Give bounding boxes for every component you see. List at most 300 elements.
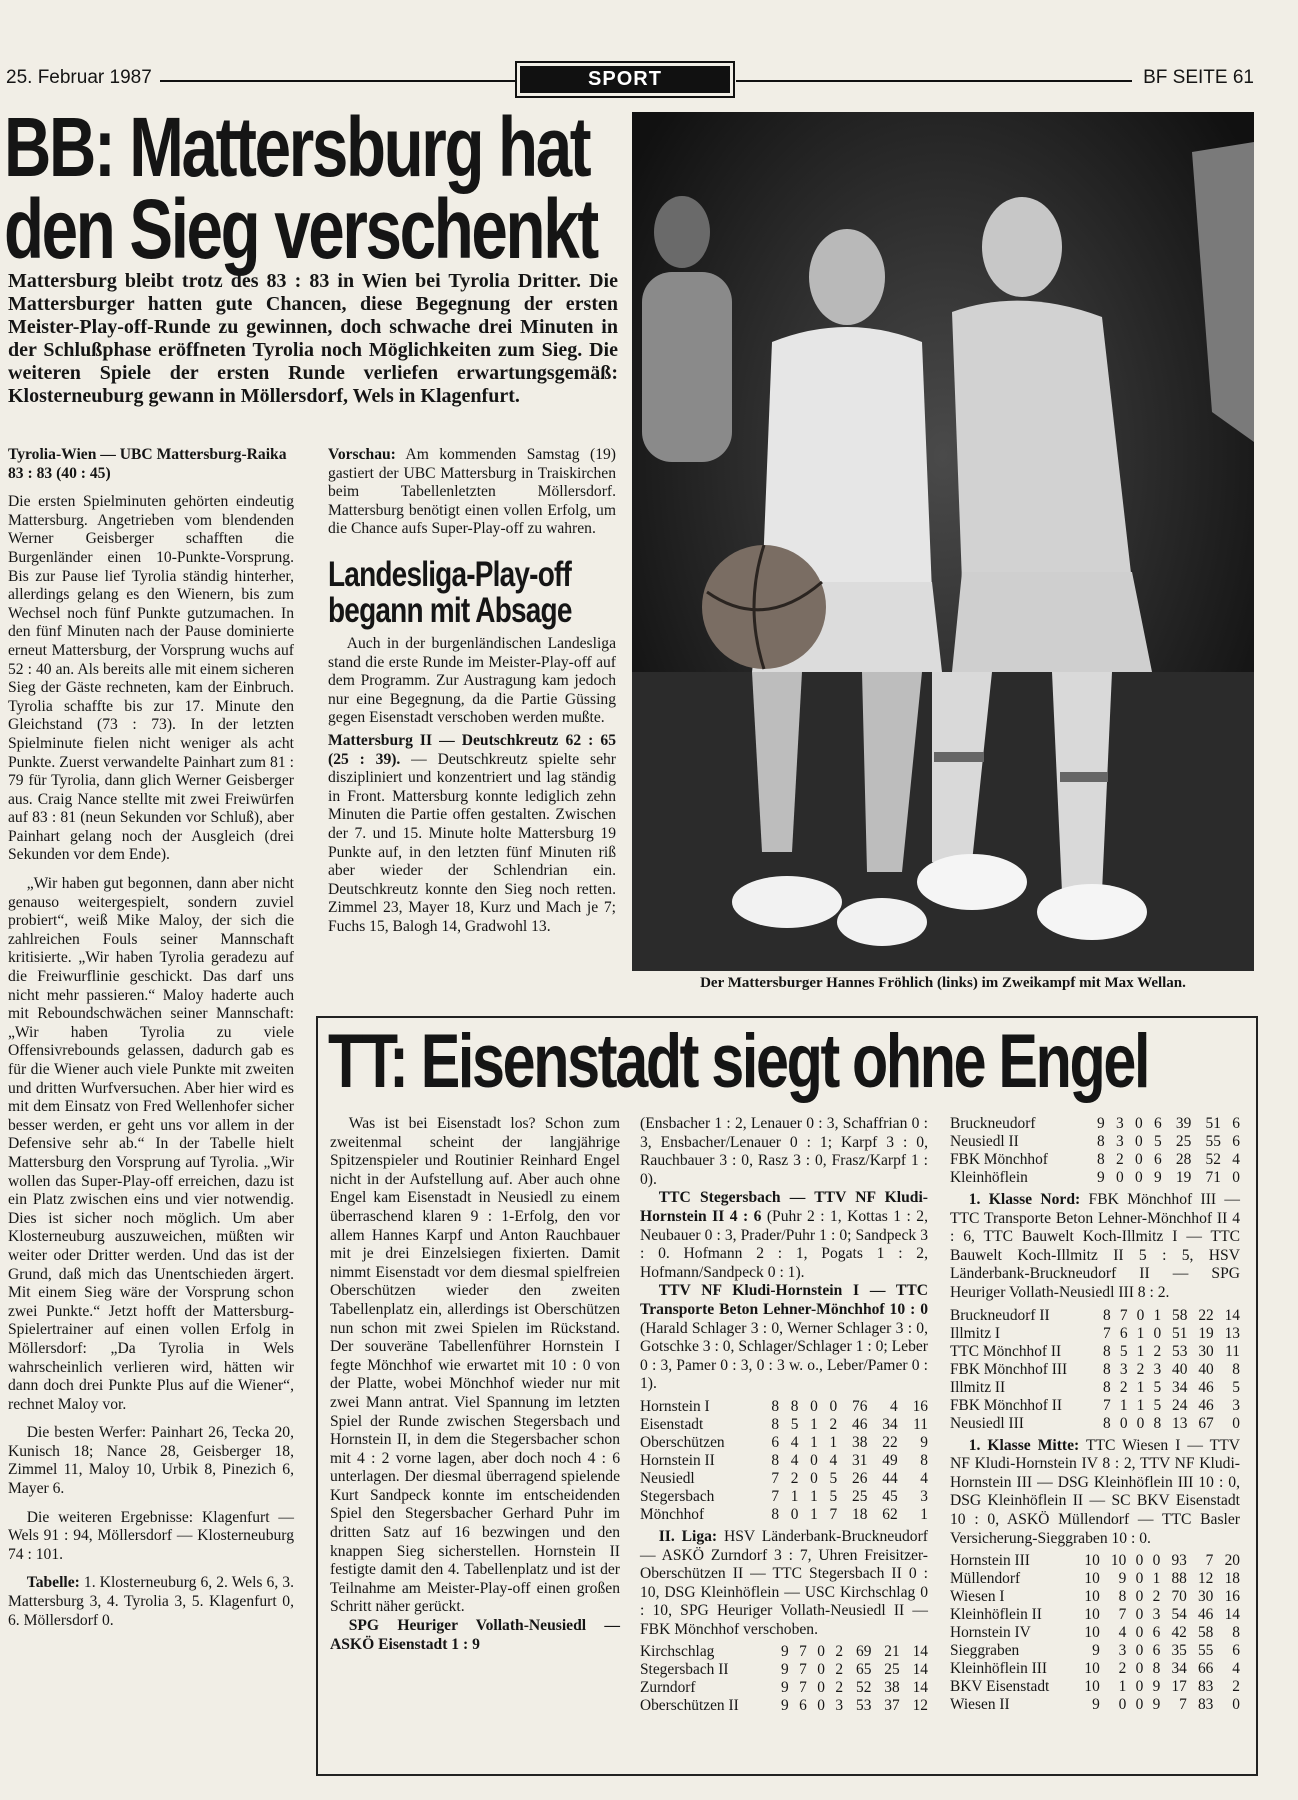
standings-value: 0 bbox=[1115, 1169, 1124, 1186]
standings-value: 93 bbox=[1171, 1552, 1187, 1570]
preview-label: Vorschau: bbox=[328, 446, 396, 463]
standings-value: 1 bbox=[1118, 1678, 1127, 1696]
standings-value: 2 bbox=[1118, 1660, 1127, 1678]
team-name: Wiesen II bbox=[950, 1696, 1010, 1714]
standings-value: 9 bbox=[781, 1661, 789, 1679]
standings-value: 88 bbox=[1171, 1570, 1187, 1588]
standings-value: 55 bbox=[1197, 1642, 1214, 1660]
standings-value: 37 bbox=[884, 1697, 900, 1715]
league-results bbox=[640, 1528, 928, 1640]
standings-value: 14 bbox=[1224, 1606, 1240, 1624]
standings-value: 9 bbox=[1097, 1115, 1105, 1132]
game-text: (Harald Schlager 3 : 0, Werner Schlager 3 : 0, Gotschke 3 : 0, Schlager/Schlager 1 : 0; Leber 0 : 3, Pamer 0 : 3, 0 : 3 w. o., Leber/Pamer 0 : 1). bbox=[640, 1319, 928, 1393]
team-name: Stegersbach bbox=[640, 1487, 715, 1505]
standings-value: 2 bbox=[1119, 1378, 1128, 1396]
standings-value: 3 bbox=[835, 1697, 844, 1715]
standings-value: 42 bbox=[1171, 1624, 1187, 1642]
team-name: Neusiedl bbox=[640, 1469, 695, 1487]
standings-value: 44 bbox=[882, 1469, 898, 1487]
standings-row bbox=[640, 1643, 928, 1661]
standings-value: 0 bbox=[1135, 1606, 1144, 1624]
standings-value: 9 bbox=[1152, 1696, 1161, 1714]
standings-value: 4 bbox=[1232, 1151, 1240, 1168]
standings-row bbox=[640, 1470, 928, 1488]
photo-illustration bbox=[632, 112, 1254, 971]
tt-headline bbox=[328, 1019, 1298, 1104]
standings-value: 35 bbox=[1171, 1642, 1187, 1660]
standings-value: 6 bbox=[1232, 1133, 1240, 1150]
standings-value: 30 bbox=[1198, 1342, 1214, 1360]
standings-value: 38 bbox=[884, 1679, 900, 1697]
league-label: 1. Klasse Mitte: bbox=[968, 1436, 1080, 1454]
standings-value: 2 bbox=[790, 1469, 799, 1487]
team-name: Bruckneudorf II bbox=[950, 1306, 1050, 1324]
standings-row bbox=[950, 1415, 1240, 1433]
standings-value: 65 bbox=[856, 1661, 872, 1679]
standings-value: 5 bbox=[829, 1469, 838, 1487]
standings-value: 12 bbox=[912, 1697, 928, 1715]
tt-headline-text: TT: Eisenstadt siegt ohne Engel bbox=[328, 1019, 1149, 1104]
standings-value: 34 bbox=[1171, 1660, 1187, 1678]
team-name: Stegersbach II bbox=[640, 1661, 729, 1679]
standings-text: 1. Klosterneuburg 6, 2. Wels 6, 3. Mattersburg 3, 4. Tyrolia 3, 5. Klagenfurt 0, 6. Möllersdorf 0. bbox=[8, 1574, 294, 1629]
standings-value: 1 bbox=[810, 1415, 818, 1433]
standings-value: 0 bbox=[790, 1505, 799, 1523]
standings-value: 8 bbox=[771, 1397, 780, 1415]
standings-row bbox=[950, 1361, 1240, 1379]
game-title: Mattersburg II — Deutschkreutz 62 : 65 (25 : 39). bbox=[328, 731, 616, 768]
standings-value: 69 bbox=[856, 1643, 872, 1661]
standings-table bbox=[950, 1307, 1240, 1433]
standings-value: 54 bbox=[1171, 1606, 1187, 1624]
standings-value: 0 bbox=[1136, 1306, 1145, 1324]
standings-value: 6 bbox=[1232, 1642, 1240, 1660]
standings-value: 9 bbox=[781, 1679, 789, 1697]
game-title: SPG Heuriger Vollath-Neusiedl — ASKÖ Eisenstadt 1 : 9 bbox=[330, 1617, 620, 1653]
standings-value: 5 bbox=[1153, 1133, 1162, 1150]
team-name: Müllendorf bbox=[950, 1570, 1021, 1588]
team-name: Wiesen I bbox=[950, 1588, 1005, 1606]
standings-value: 0 bbox=[1134, 1133, 1143, 1150]
standings-value: 2 bbox=[829, 1415, 838, 1433]
standings-value: 10 bbox=[1084, 1678, 1100, 1696]
standings-value: 14 bbox=[912, 1679, 928, 1697]
standings-value: 3 bbox=[920, 1487, 928, 1505]
standings-value: 1 bbox=[1136, 1378, 1145, 1396]
standings-value: 53 bbox=[1172, 1342, 1188, 1360]
tt-column-1 bbox=[330, 1115, 620, 1654]
standings-value: 9 bbox=[781, 1643, 789, 1661]
standings-row bbox=[640, 1697, 928, 1715]
standings-row bbox=[950, 1133, 1240, 1151]
standings-value: 0 bbox=[1135, 1552, 1144, 1570]
standings-value: 9 bbox=[1152, 1678, 1161, 1696]
standings-value: 18 bbox=[852, 1505, 868, 1523]
standings-value: 7 bbox=[1119, 1306, 1128, 1324]
standings-value: 22 bbox=[1198, 1306, 1214, 1324]
article-lead: Mattersburg bleibt trotz des 83 : 83 in Wien bei Tyrolia Dritter. Die Mattersburger hatten gute Chancen, diese Begegnung der ersten Meister-Play-off-Runde zu gewinnen, doch schwache drei Minuten in der Schlußphase eröffneten Tyrolia noch Möglichkeiten zum Sieg. Die weiteren Spiele der ersten Runde verliefen erwartungsgemäß: Klosterneuburg gewann in Möllersdorf, Wels in Klagenfurt. bbox=[8, 270, 618, 407]
standings-row bbox=[950, 1307, 1240, 1325]
standings-value: 10 bbox=[1110, 1552, 1127, 1570]
standings-value: 4 bbox=[1232, 1660, 1240, 1678]
headline-line-1: BB: Mattersburg hat bbox=[4, 100, 590, 194]
standings-row bbox=[950, 1379, 1240, 1397]
article-paragraph: Auch in der burgenländischen Landesliga stand die erste Runde im Meister-Play-off auf dem Programm. Zur Austragung kam jedoch nur eine Begegnung, da die Partie Güssing gegen Eisenstadt verschoben werden mußte. bbox=[328, 634, 616, 727]
standings-value: 83 bbox=[1197, 1696, 1214, 1714]
standings-value: 7 bbox=[1205, 1552, 1214, 1570]
standings-value: 3 bbox=[1153, 1360, 1162, 1378]
standings-value: 76 bbox=[852, 1397, 868, 1415]
standings-value: 1 bbox=[810, 1505, 818, 1523]
standings-value: 8 bbox=[1097, 1133, 1105, 1150]
standings-row bbox=[950, 1325, 1240, 1343]
standings-row bbox=[640, 1679, 928, 1697]
standings-value: 3 bbox=[1119, 1360, 1128, 1378]
standings-value: 6 bbox=[1153, 1115, 1162, 1132]
standings-value: 34 bbox=[882, 1415, 898, 1433]
standings-row bbox=[640, 1661, 928, 1679]
team-name: Hornstein I bbox=[640, 1397, 710, 1415]
standings-value: 1 bbox=[1136, 1396, 1145, 1414]
standings-table bbox=[640, 1398, 928, 1524]
league-results bbox=[950, 1437, 1240, 1549]
standings-value: 2 bbox=[1115, 1151, 1124, 1168]
tt-column-2 bbox=[640, 1115, 928, 1719]
standings-value: 46 bbox=[852, 1415, 868, 1433]
standings-value: 6 bbox=[1152, 1642, 1161, 1660]
standings-value: 46 bbox=[1198, 1396, 1214, 1414]
standings-row bbox=[950, 1151, 1240, 1169]
standings-value: 19 bbox=[1175, 1169, 1192, 1186]
standings-value: 3 bbox=[1118, 1642, 1127, 1660]
standings-value: 8 bbox=[1102, 1414, 1111, 1432]
standings-value: 71 bbox=[1205, 1169, 1221, 1186]
standings-value: 10 bbox=[1084, 1570, 1100, 1588]
standings-value: 0 bbox=[817, 1643, 825, 1661]
standings-value: 1 bbox=[1152, 1570, 1161, 1588]
league-label: 1. Klasse Nord: bbox=[968, 1191, 1081, 1208]
standings-value: 25 bbox=[1175, 1133, 1192, 1150]
standings-value: 7 bbox=[799, 1643, 807, 1661]
sub-headline-line-1: Landesliga-Play-off bbox=[328, 554, 572, 594]
standings-value: 6 bbox=[799, 1697, 807, 1715]
standings-value: 70 bbox=[1171, 1588, 1187, 1606]
standings-value: 46 bbox=[1197, 1606, 1214, 1624]
standings-value: 7 bbox=[1179, 1696, 1187, 1714]
team-name: Illmitz II bbox=[950, 1378, 1006, 1396]
standings-row bbox=[950, 1552, 1240, 1570]
standings-value: 0 bbox=[817, 1679, 825, 1697]
standings-value: 0 bbox=[1135, 1696, 1144, 1714]
standings-value: 0 bbox=[1134, 1169, 1143, 1186]
standings-value: 14 bbox=[1224, 1306, 1240, 1324]
standings-value: 12 bbox=[1197, 1570, 1214, 1588]
standings-value: 53 bbox=[856, 1697, 872, 1715]
standings-value: 11 bbox=[913, 1415, 928, 1433]
standings-value: 2 bbox=[835, 1661, 844, 1679]
standings-value: 2 bbox=[1152, 1588, 1161, 1606]
standings-value: 2 bbox=[1136, 1360, 1145, 1378]
article-paragraph: Die besten Werfer: Painhart 26, Tecka 20, Kunisch 18; Nance 28, Geisberger 18, Zimmel 11, Maloy 10, Urbik 8, Pinezich 6, Mayer 6. bbox=[8, 1424, 294, 1498]
standings-value: 9 bbox=[1092, 1696, 1100, 1714]
standings-value: 13 bbox=[1224, 1324, 1240, 1342]
standings-row bbox=[950, 1397, 1240, 1415]
standings-value: 0 bbox=[1135, 1642, 1144, 1660]
standings-value: 20 bbox=[1224, 1552, 1240, 1570]
page-number: BF SEITE 61 bbox=[1143, 67, 1254, 88]
standings-value: 13 bbox=[1172, 1414, 1188, 1432]
standings-value: 8 bbox=[1102, 1306, 1111, 1324]
standings-value: 0 bbox=[1134, 1151, 1143, 1168]
standings-value: 1 bbox=[1136, 1324, 1145, 1342]
team-name: Bruckneudorf bbox=[950, 1115, 1036, 1132]
standings-value: 7 bbox=[771, 1469, 780, 1487]
standings-value: 58 bbox=[1172, 1306, 1188, 1324]
standings-value: 2 bbox=[835, 1679, 844, 1697]
standings-value: 67 bbox=[1198, 1414, 1214, 1432]
standings-value: 3 bbox=[1152, 1606, 1161, 1624]
standings-row bbox=[950, 1588, 1240, 1606]
standings-value: 0 bbox=[1135, 1678, 1144, 1696]
standings-row bbox=[950, 1606, 1240, 1624]
preview-text: Am kommenden Samstag (19) gastiert der UBC Mattersburg in Traiskirchen beim Tabellenletzten Möllersdorf. Mattersburg benötigt einen vollen Erfolg, um die Chance aufs Super-Play-off zu wahren. bbox=[328, 446, 616, 538]
sub-headline-line-2: begann mit Absage bbox=[328, 590, 572, 630]
standings-value: 22 bbox=[882, 1433, 898, 1451]
standings-value: 2 bbox=[835, 1643, 844, 1661]
standings-value: 0 bbox=[817, 1697, 825, 1715]
standings-value: 52 bbox=[1205, 1151, 1221, 1168]
standings-value: 28 bbox=[1175, 1151, 1192, 1168]
article-column-1 bbox=[8, 446, 294, 1630]
game-report bbox=[328, 732, 616, 937]
standings-row bbox=[950, 1624, 1240, 1642]
standings-value: 4 bbox=[790, 1433, 799, 1451]
standings-value: 25 bbox=[884, 1661, 900, 1679]
standings-value: 9 bbox=[1118, 1570, 1127, 1588]
game-title: Tyrolia-Wien — UBC Mattersburg-Raika 83 : 83 (40 : 45) bbox=[8, 446, 287, 482]
standings-value: 8 bbox=[1102, 1342, 1111, 1360]
standings-value: 8 bbox=[1232, 1624, 1240, 1642]
standings-paragraph bbox=[8, 1574, 294, 1630]
standings-value: 49 bbox=[882, 1451, 898, 1469]
standings-value: 9 bbox=[920, 1433, 928, 1451]
standings-value: 38 bbox=[852, 1433, 868, 1451]
standings-value: 4 bbox=[1118, 1624, 1127, 1642]
standings-row bbox=[640, 1398, 928, 1416]
league-text: HSV Länderbank-Bruckneudorf — ASKÖ Zurndorf 3 : 7, Uhren Freisitzer-Oberschützen II — TTC Stegersbach II 0 : 10, DSG Kleinhöflein — USC Kirchschlag 0 : 10, SPG Heuriger Vollath-Neusiedl II — FBK Mönchhof verschoben. bbox=[640, 1527, 928, 1638]
standings-value: 34 bbox=[1172, 1378, 1188, 1396]
standings-value: 5 bbox=[829, 1487, 838, 1505]
standings-value: 8 bbox=[1153, 1414, 1162, 1432]
standings-value: 0 bbox=[1136, 1414, 1145, 1432]
article-column-2 bbox=[328, 446, 616, 936]
standings-value: 0 bbox=[1135, 1588, 1144, 1606]
standings-row bbox=[640, 1452, 928, 1470]
team-name: Sieggraben bbox=[950, 1642, 1020, 1660]
standings-value: 8 bbox=[920, 1451, 928, 1469]
standings-value: 0 bbox=[1153, 1324, 1162, 1342]
standings-row bbox=[950, 1642, 1240, 1660]
standings-table bbox=[950, 1552, 1240, 1714]
standings-value: 31 bbox=[852, 1451, 868, 1469]
standings-value: 83 bbox=[1197, 1678, 1214, 1696]
team-name: Neusiedl III bbox=[950, 1414, 1024, 1432]
standings-value: 9 bbox=[1153, 1169, 1162, 1186]
team-name: Oberschützen bbox=[640, 1433, 725, 1451]
standings-value: 8 bbox=[771, 1415, 780, 1433]
standings-value: 0 bbox=[1119, 1414, 1128, 1432]
standings-value: 0 bbox=[810, 1397, 818, 1415]
standings-value: 62 bbox=[882, 1505, 898, 1523]
standings-value: 1 bbox=[810, 1433, 818, 1451]
standings-value: 4 bbox=[790, 1451, 799, 1469]
standings-value: 1 bbox=[1153, 1306, 1162, 1324]
standings-value: 11 bbox=[1225, 1342, 1240, 1360]
standings-row bbox=[950, 1696, 1240, 1714]
standings-value: 3 bbox=[1115, 1133, 1124, 1150]
section-label: SPORT bbox=[520, 66, 730, 93]
standings-value: 5 bbox=[1153, 1378, 1162, 1396]
standings-value: 26 bbox=[852, 1469, 868, 1487]
preview-paragraph bbox=[328, 446, 616, 539]
team-name: Kleinhöflein bbox=[950, 1169, 1028, 1186]
game-text: — Deutschkreutz spielte sehr diszipliniert und konzentriert und lag ständig in Front. Mattersburg konnte lediglich zehn Minuten die Partie offen gestalten. Zwischen der 7. und 15. Minute holte Mattersburg 19 Punkte auf, in den letzten fünf Minuten riß aber wieder der Schlendrian ein. Deutschkreutz konnte den Sieg noch retten. Zimmel 23, Mayer 18, Kurz und Mach je 7; Fuchs 15, Balogh 14, Gradwohl 13. bbox=[328, 750, 616, 935]
standings-row bbox=[640, 1488, 928, 1506]
standings-row bbox=[950, 1660, 1240, 1678]
standings-value: 8 bbox=[771, 1505, 780, 1523]
standings-value: 0 bbox=[1232, 1169, 1240, 1186]
standings-row bbox=[950, 1678, 1240, 1696]
standings-value: 0 bbox=[1135, 1660, 1144, 1678]
header-rule-right bbox=[736, 80, 1132, 82]
team-name: Hornstein III bbox=[950, 1552, 1030, 1570]
photo-caption: Der Mattersburger Hannes Fröhlich (links) im Zweikampf mit Max Wellan. bbox=[700, 975, 1186, 991]
team-name: Hornstein IV bbox=[950, 1624, 1031, 1642]
standings-value: 0 bbox=[1152, 1552, 1161, 1570]
team-name: Eisenstadt bbox=[640, 1415, 704, 1433]
standings-value: 1 bbox=[810, 1487, 818, 1505]
standings-table bbox=[950, 1115, 1240, 1187]
basketball-photo bbox=[632, 112, 1254, 971]
game-title: TTC Stegersbach — TTV NF Kludi-Hornstein II 4 : 6 bbox=[640, 1189, 928, 1225]
standings-value: 1 bbox=[1119, 1396, 1128, 1414]
standings-value: 8 bbox=[1097, 1151, 1105, 1168]
standings-value: 10 bbox=[1084, 1606, 1100, 1624]
team-name: Mönchhof bbox=[640, 1505, 705, 1523]
standings-value: 9 bbox=[781, 1697, 789, 1715]
standings-value: 10 bbox=[1084, 1588, 1100, 1606]
standings-value: 5 bbox=[1153, 1396, 1162, 1414]
standings-value: 18 bbox=[1224, 1570, 1240, 1588]
game-report bbox=[640, 1189, 928, 1282]
standings-value: 7 bbox=[799, 1661, 807, 1679]
team-name: Neusiedl II bbox=[950, 1133, 1019, 1150]
standings-value: 45 bbox=[882, 1487, 898, 1505]
team-name: Oberschützen II bbox=[640, 1697, 739, 1715]
game-title: TTV NF Kludi-Hornstein I — TTC Transporte Beton Lehner-Mönchhof 10 : 0 bbox=[640, 1282, 928, 1318]
standings-value: 19 bbox=[1198, 1324, 1214, 1342]
standings-value: 10 bbox=[1084, 1624, 1100, 1642]
standings-row bbox=[950, 1169, 1240, 1187]
standings-value: 4 bbox=[920, 1469, 928, 1487]
standings-value: 40 bbox=[1198, 1360, 1214, 1378]
team-name: FBK Mönchhof II bbox=[950, 1396, 1063, 1414]
standings-value: 30 bbox=[1197, 1588, 1214, 1606]
team-name: FBK Mönchhof bbox=[950, 1151, 1048, 1168]
standings-value: 55 bbox=[1205, 1133, 1221, 1150]
game-text: (Puhr 2 : 1, Kottas 1 : 2, Neubauer 0 : 3, Prader/Puhr 1 : 0; Sandpeck 3 : 0. Hofmann 2 : 1, Pogats 1 : 2, Hofmann/Sandpeck 0 : 1). bbox=[640, 1207, 928, 1281]
standings-value: 7 bbox=[799, 1679, 807, 1697]
standings-value: 0 bbox=[1135, 1570, 1144, 1588]
standings-value: 0 bbox=[1134, 1115, 1143, 1132]
standings-value: 17 bbox=[1171, 1678, 1187, 1696]
standings-value: 5 bbox=[1119, 1342, 1128, 1360]
game-report bbox=[640, 1282, 928, 1394]
standings-value: 4 bbox=[829, 1451, 838, 1469]
standings-label: Tabelle: bbox=[26, 1574, 80, 1592]
header-rule-left bbox=[160, 80, 516, 82]
headline-line-2: den Sieg verschenkt bbox=[4, 182, 597, 276]
standings-row bbox=[640, 1434, 928, 1452]
standings-value: 0 bbox=[1118, 1696, 1127, 1714]
standings-value: 6 bbox=[1119, 1324, 1128, 1342]
standings-value: 58 bbox=[1197, 1624, 1214, 1642]
standings-value: 6 bbox=[771, 1433, 780, 1451]
standings-value: 0 bbox=[1232, 1696, 1240, 1714]
standings-value: 1 bbox=[790, 1487, 799, 1505]
standings-value: 16 bbox=[1224, 1588, 1240, 1606]
team-name: Kirchschlag bbox=[640, 1643, 715, 1661]
standings-value: 5 bbox=[790, 1415, 799, 1433]
standings-value: 21 bbox=[884, 1643, 900, 1661]
standings-value: 8 bbox=[1102, 1360, 1111, 1378]
standings-value: 8 bbox=[1152, 1660, 1161, 1678]
standings-value: 0 bbox=[810, 1451, 818, 1469]
standings-value: 7 bbox=[1102, 1324, 1111, 1342]
standings-value: 7 bbox=[771, 1487, 780, 1505]
team-name: TTC Mönchhof II bbox=[950, 1342, 1062, 1360]
standings-value: 10 bbox=[1084, 1552, 1100, 1570]
standings-value: 7 bbox=[1102, 1396, 1111, 1414]
standings-value: 40 bbox=[1172, 1360, 1188, 1378]
standings-value: 9 bbox=[1092, 1642, 1100, 1660]
standings-row bbox=[640, 1416, 928, 1434]
standings-value: 2 bbox=[1153, 1342, 1162, 1360]
game-text: (Ensbacher 1 : 2, Lenauer 0 : 3, Schaffrian 0 : 3, Ensbacher/Lenauer 0 : 1; Karpf 3 : 0, Rauchbauer 3 : 0, Rasz 3 : 0, Frasz/Karpf 1 : 0). bbox=[640, 1115, 928, 1188]
standings-row bbox=[950, 1343, 1240, 1361]
league-text: FBK Mönchhof III — TTC Transporte Beton Lehner-Mönchhof II 4 : 6, TTC Bauwelt Koch-Illmitz I — TTC Bauwelt Koch-Illmitz II 5 : 5, HSV Länderbank-Bruckneudorf II — SPG Heuriger Vollath-Neusiedl III 8 : 2. bbox=[950, 1191, 1240, 1301]
issue-date: 25. Februar 1987 bbox=[6, 67, 152, 88]
team-name: FBK Mönchhof III bbox=[950, 1360, 1068, 1378]
standings-value: 25 bbox=[852, 1487, 868, 1505]
team-name: Kleinhöflein II bbox=[950, 1606, 1042, 1624]
standings-value: 1 bbox=[1136, 1342, 1145, 1360]
standings-value: 0 bbox=[1135, 1624, 1144, 1642]
league-text: TTC Wiesen I — TTV NF Kludi-Hornstein IV 8 : 2, TTV NF Kludi-Hornstein III — DSG Kleinhöflein III 10 : 0, DSG Kleinhöflein II — SC BKV Eisenstadt 10 : 0, ASKÖ Müllendorf — TTC Basler Versicherung-Sieggraben 10 : 0. bbox=[950, 1436, 1240, 1547]
standings-value: 4 bbox=[889, 1397, 898, 1415]
article-paragraph: „Wir haben gut begonnen, dann aber nicht genauso weitergespielt, sondern zuviel probiert“, weiß Mike Maloy, der sich die zahlreichen Fouls seiner Mannschaft kritisierte. „Wir haben Tyrolia geradezu auf die Freiwurflinie geschickt. Das darf uns nicht mehr passieren.“ Maloy haderte auch mit Reboundschwächen seiner Mannschaft: „Wir haben Tyrolia zu viele Offensivrebounds gelassen, dadurch gab es für die Wiener auch viele Punkte mit zweiten und dritten Wurfversuchen. Aber hier wird es mit dem Einsatz von Fred Wellenhofer sicher besser werden, er geht uns vor allem in der Defensive sehr ab.“ In der Tabelle hielt Mattersburg den Vorsprung auf Tyrolia. „Wir wollen das Super-Play-off erreichen, dazu ist ein Platz zwischen eins und vier notwendig. Dies ist sicher noch möglich. Um aber Klosterneuburg auszuweichen, müßten wir weiter oder Dritter werden. Und das ist der Grund, daß mich das Unentschieden ärgert. Mit einem Sieg wäre der Vorsprung schon zwei Punkte.“ Jetzt hofft der Mattersburg-Spielertrainer auf einen vollen Erfolg in Möllersdorf: „Da Tyrolia in Wels wahrscheinlich verlieren wird, hätten wir dann doch drei Punkte Plus auf die Wiener“, rechnet Maloy vor. bbox=[8, 875, 294, 1413]
standings-value: 6 bbox=[1153, 1151, 1162, 1168]
standings-value: 1 bbox=[829, 1433, 838, 1451]
standings-value: 14 bbox=[912, 1661, 928, 1679]
league-results bbox=[950, 1191, 1240, 1303]
standings-row bbox=[950, 1570, 1240, 1588]
standings-value: 8 bbox=[1232, 1360, 1240, 1378]
article-paragraph: Die weiteren Ergebnisse: Klagenfurt — Wels 91 : 94, Möllersdorf — Klosterneuburg 74 : 101. bbox=[8, 1508, 294, 1563]
standings-value: 0 bbox=[829, 1397, 838, 1415]
standings-value: 51 bbox=[1172, 1324, 1188, 1342]
standings-value: 9 bbox=[1097, 1169, 1105, 1186]
